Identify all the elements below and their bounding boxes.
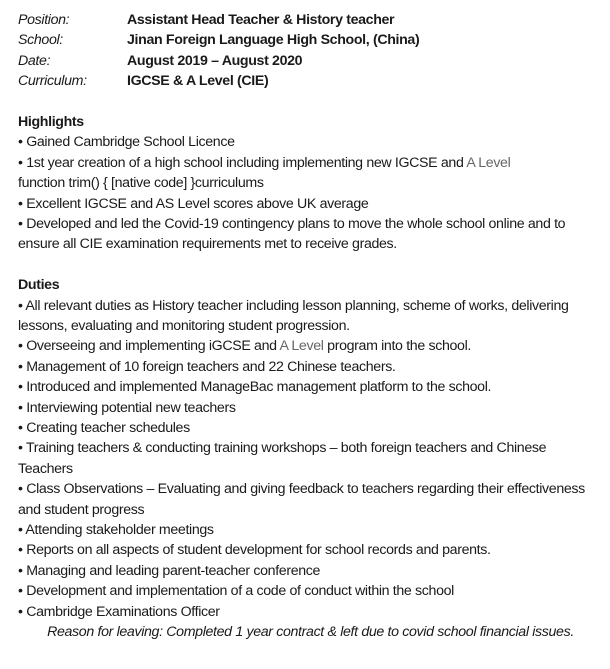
meta-label: Date:	[18, 52, 51, 69]
reason-for-leaving: Reason for leaving: Completed 1 year contract & left due to covid school financial issues.	[47, 624, 574, 641]
highlights-section	[18, 112, 603, 255]
meta-row-position	[18, 10, 603, 30]
list-item: • Creating teacher schedules	[18, 420, 190, 436]
meta-value: IGCSE & A Level (CIE)	[127, 73, 269, 90]
muted-text: A Level	[466, 154, 511, 171]
meta-label: Position:	[18, 12, 70, 28]
list-item: • Training teachers & conducting training workshops – both foreign teachers and Chinese Teachers	[18, 440, 547, 477]
spacer	[18, 255, 603, 275]
spacer	[18, 92, 603, 112]
section-title: Highlights	[18, 113, 84, 130]
list-item: • Cambridge Examinations Officer	[18, 603, 220, 620]
list-item: • Overseeing and implementing iGCSE and A Level program into the school.	[18, 338, 471, 355]
list-item: • Gained Cambridge School Licence	[18, 134, 235, 151]
meta-block	[18, 10, 603, 92]
list-item: • Class Observations – Evaluating and giving feedback to teachers regarding their effectiveness and student progress	[18, 481, 585, 518]
muted-text: A Level	[279, 338, 324, 355]
list-item: • All relevant duties as History teacher including lesson planning, scheme of works, delivering lessons, evaluating and monitoring student progression.	[18, 297, 569, 334]
wrap-text: curriculums	[194, 175, 264, 192]
meta-value: Jinan Foreign Language High School, (China)	[127, 32, 420, 49]
list-item: • Reports on all aspects of student development for school records and parents.	[18, 542, 491, 559]
meta-row-date	[18, 51, 603, 71]
meta-row-curriculum	[18, 71, 603, 91]
list-item: • Management of 10 foreign teachers and 22 Chinese teachers.	[18, 358, 396, 375]
list-item: • Introduced and implemented ManageBac management platform to the school.	[18, 379, 492, 396]
list-item: • Excellent IGCSE and AS Level scores above UK average	[18, 195, 369, 212]
list-item: • Developed and led the Covid-19 contingency plans to move the whole school online and to ensure all CIE examination requirements met to receive grades.	[18, 215, 566, 253]
list-item: • Development and implementation of a code of conduct within the school	[18, 583, 454, 600]
meta-value: Assistant Head Teacher & History teacher	[127, 12, 395, 28]
list-item: • 1st year creation of a high school including implementing new IGCSE and A Level function trim() { [native code] }curriculums	[18, 154, 511, 192]
list-item: • Attending stakeholder meetings	[18, 522, 214, 539]
meta-label: School:	[18, 32, 63, 49]
meta-row-school	[18, 30, 603, 50]
section-title: Duties	[18, 277, 60, 294]
list-item: • Interviewing potential new teachers	[18, 399, 236, 416]
meta-value: August 2019 – August 2020	[127, 52, 303, 69]
cv-entry	[18, 10, 603, 642]
list-item: • Managing and leading parent-teacher conference	[18, 562, 321, 579]
duties-section	[18, 275, 603, 622]
meta-label: Curriculum:	[18, 73, 87, 90]
